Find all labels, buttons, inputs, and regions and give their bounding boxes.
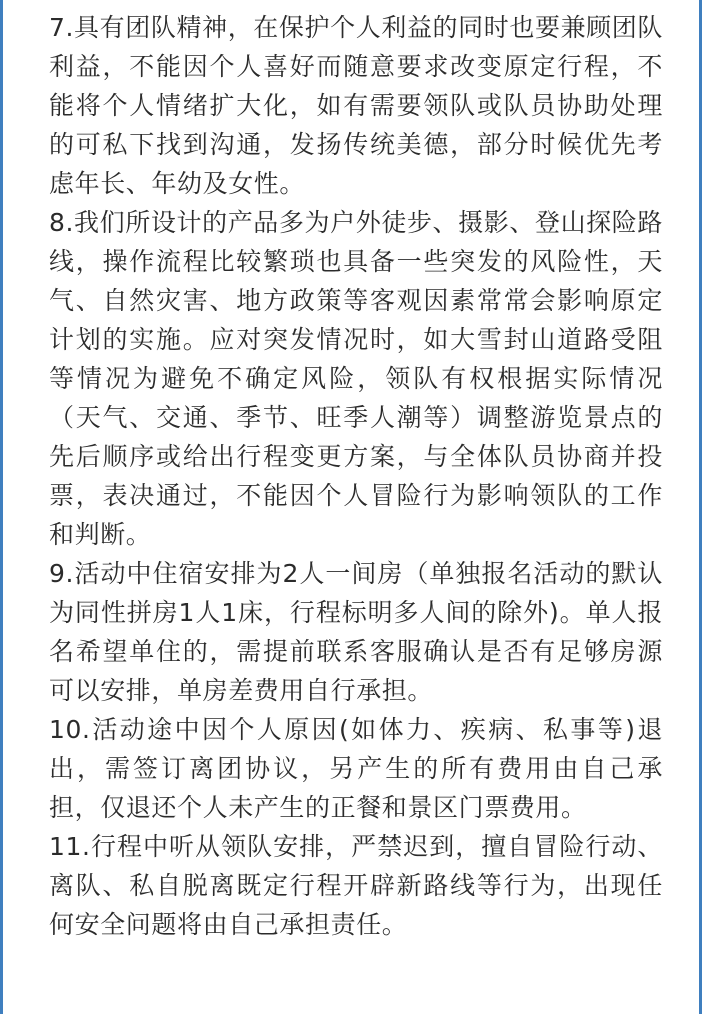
rule-paragraph-7: 7.具有团队精神，在保护个人利益的同时也要兼顾团队利益，不能因个人喜好而随意要求改变原定行程，不能将个人情绪扩大化，如有需要领队或队员协助处理的可私下找到沟通，发扬传统美德，部分时候优先考虑年长、年幼及女性。 — [49, 13, 663, 198]
rules-text-block — [49, 8, 663, 944]
rule-paragraph-10: 10.活动途中因个人原因(如体力、疾病、私事等)退出，需签订离团协议，另产生的所有费用由自己承担，仅退还个人未产生的正餐和景区门票费用。 — [49, 715, 663, 822]
rule-paragraph-11: 11.行程中听从领队安排，严禁迟到，擅自冒险行动、离队、私自脱离既定行程开辟新路线等行为，出现任何安全问题将由自己承担责任。 — [49, 832, 663, 939]
rule-paragraph-9: 9.活动中住宿安排为2人一间房（单独报名活动的默认为同性拼房1人1床，行程标明多人间的除外)。单人报名希望单住的，需提前联系客服确认是否有足够房源可以安排，单房差费用自行承担。 — [49, 559, 663, 705]
rule-paragraph-8: 8.我们所设计的产品多为户外徒步、摄影、登山探险路线，操作流程比较繁琐也具备一些突发的风险性，天气、自然灾害、地方政策等客观因素常常会影响原定计划的实施。应对突发情况时，如大雪封山道路受阻等情况为避免不确定风险，领队有权根据实际情况（天气、交通、季节、旺季人潮等）调整游览景点的先后顺序或给出行程变更方案，与全体队员协商并投票，表决通过，不能因个人冒险行为影响领队的工作和判断。 — [49, 208, 663, 549]
